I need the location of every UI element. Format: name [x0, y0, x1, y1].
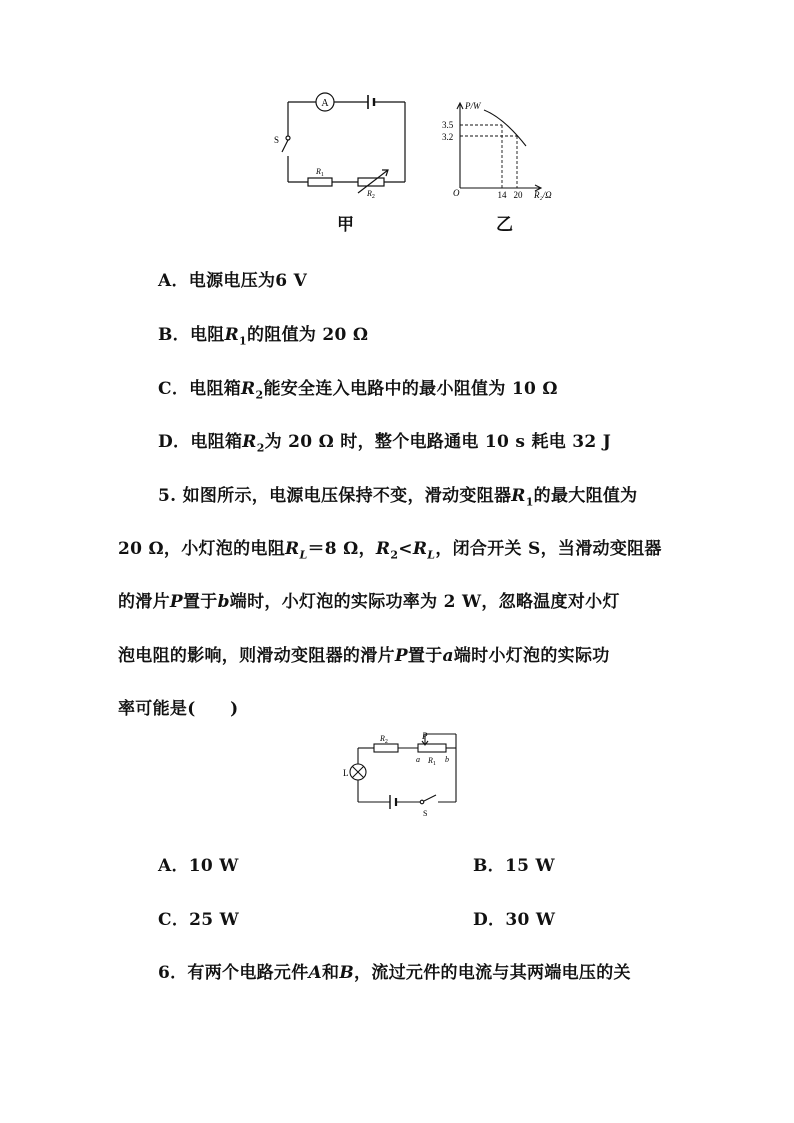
q5-line-1: 5. 如图所示，电源电压保持不变，滑动变阻器$R_1$的最大阻值为 [158, 486, 638, 509]
option-letter: D． [158, 432, 191, 452]
r1-sub: 1 [320, 172, 324, 178]
lamp-label: L [343, 768, 349, 778]
r1-label: R [316, 167, 321, 176]
caption-jia: 甲 [337, 215, 354, 235]
graph-y-axis-label: P/W [465, 101, 481, 111]
option-letter: B． [158, 325, 190, 345]
q6-line-1: 6．有两个电路元件A和B，流过元件的电流与其两端电压的关 [158, 963, 631, 983]
graph-x-axis-label: R₂/Ω [534, 190, 552, 200]
q5-option-a: A．10 W [158, 856, 239, 876]
caption-yi: 乙 [496, 215, 513, 235]
q5-line-5: 率可能是( ) [118, 699, 239, 719]
graph-x-tick-14: 14 [497, 190, 507, 200]
q5-option-d: D．30 W [473, 910, 556, 930]
switch-label: S [423, 809, 428, 818]
switch-label: S [274, 135, 280, 145]
power-resistance-graph [438, 98, 558, 208]
q4-option-a: A．电源电压为6 V [158, 271, 308, 291]
circuit-diagram-jia [270, 90, 420, 200]
graph-y-tick-3-5: 3.5 [442, 120, 454, 130]
q4-option-b: B．电阻$R_1$的阻值为 20 Ω [158, 325, 369, 348]
q5-line-3: 的滑片P置于b端时，小灯泡的实际功率为 2 W，忽略温度对小灯 [118, 592, 620, 612]
svg-text:R1 [315, 167, 324, 178]
svg-text:R2 [379, 734, 388, 745]
option-letter: C． [158, 379, 190, 399]
option-letter: A． [158, 271, 189, 291]
r1-sub: 1 [432, 761, 436, 767]
svg-text:R1 [427, 756, 436, 767]
graph-x-tick-20: 20 [513, 190, 523, 200]
graph-y-tick-3-2: 3.2 [442, 132, 454, 142]
r1-label: R [428, 756, 433, 765]
r2-label: R [380, 734, 385, 743]
ammeter-label: A [321, 98, 329, 109]
q5-line-4: 泡电阻的影响，则滑动变阻器的滑片P置于a端时小灯泡的实际功 [118, 646, 610, 666]
end-a-label: a [416, 755, 420, 764]
r2-sub: 2 [371, 194, 375, 200]
circuit-diagram-q5 [338, 730, 468, 820]
q5-option-c: C．25 W [158, 910, 240, 930]
graph-origin-label: O [453, 188, 460, 198]
r2-label: R [367, 189, 372, 198]
slider-p-label: P [422, 731, 428, 741]
q4-option-c: C．电阻箱$R_2$能安全连入电路中的最小阻值为 10 Ω [158, 379, 558, 402]
q5-option-b: B．15 W [473, 856, 555, 876]
q5-line-2: 20 Ω，小灯泡的电阻$R_L=8$ Ω，$R_2<R_L$，闭合开关 S，当滑动变阻器 [118, 539, 662, 562]
end-b-label: b [445, 755, 449, 764]
r2-sub: 2 [384, 739, 388, 745]
svg-text:R2 [366, 189, 375, 200]
q4-option-d: D．电阻箱$R_2$为 20 Ω 时，整个电路通电 10 s 耗电 32 J [158, 432, 612, 455]
